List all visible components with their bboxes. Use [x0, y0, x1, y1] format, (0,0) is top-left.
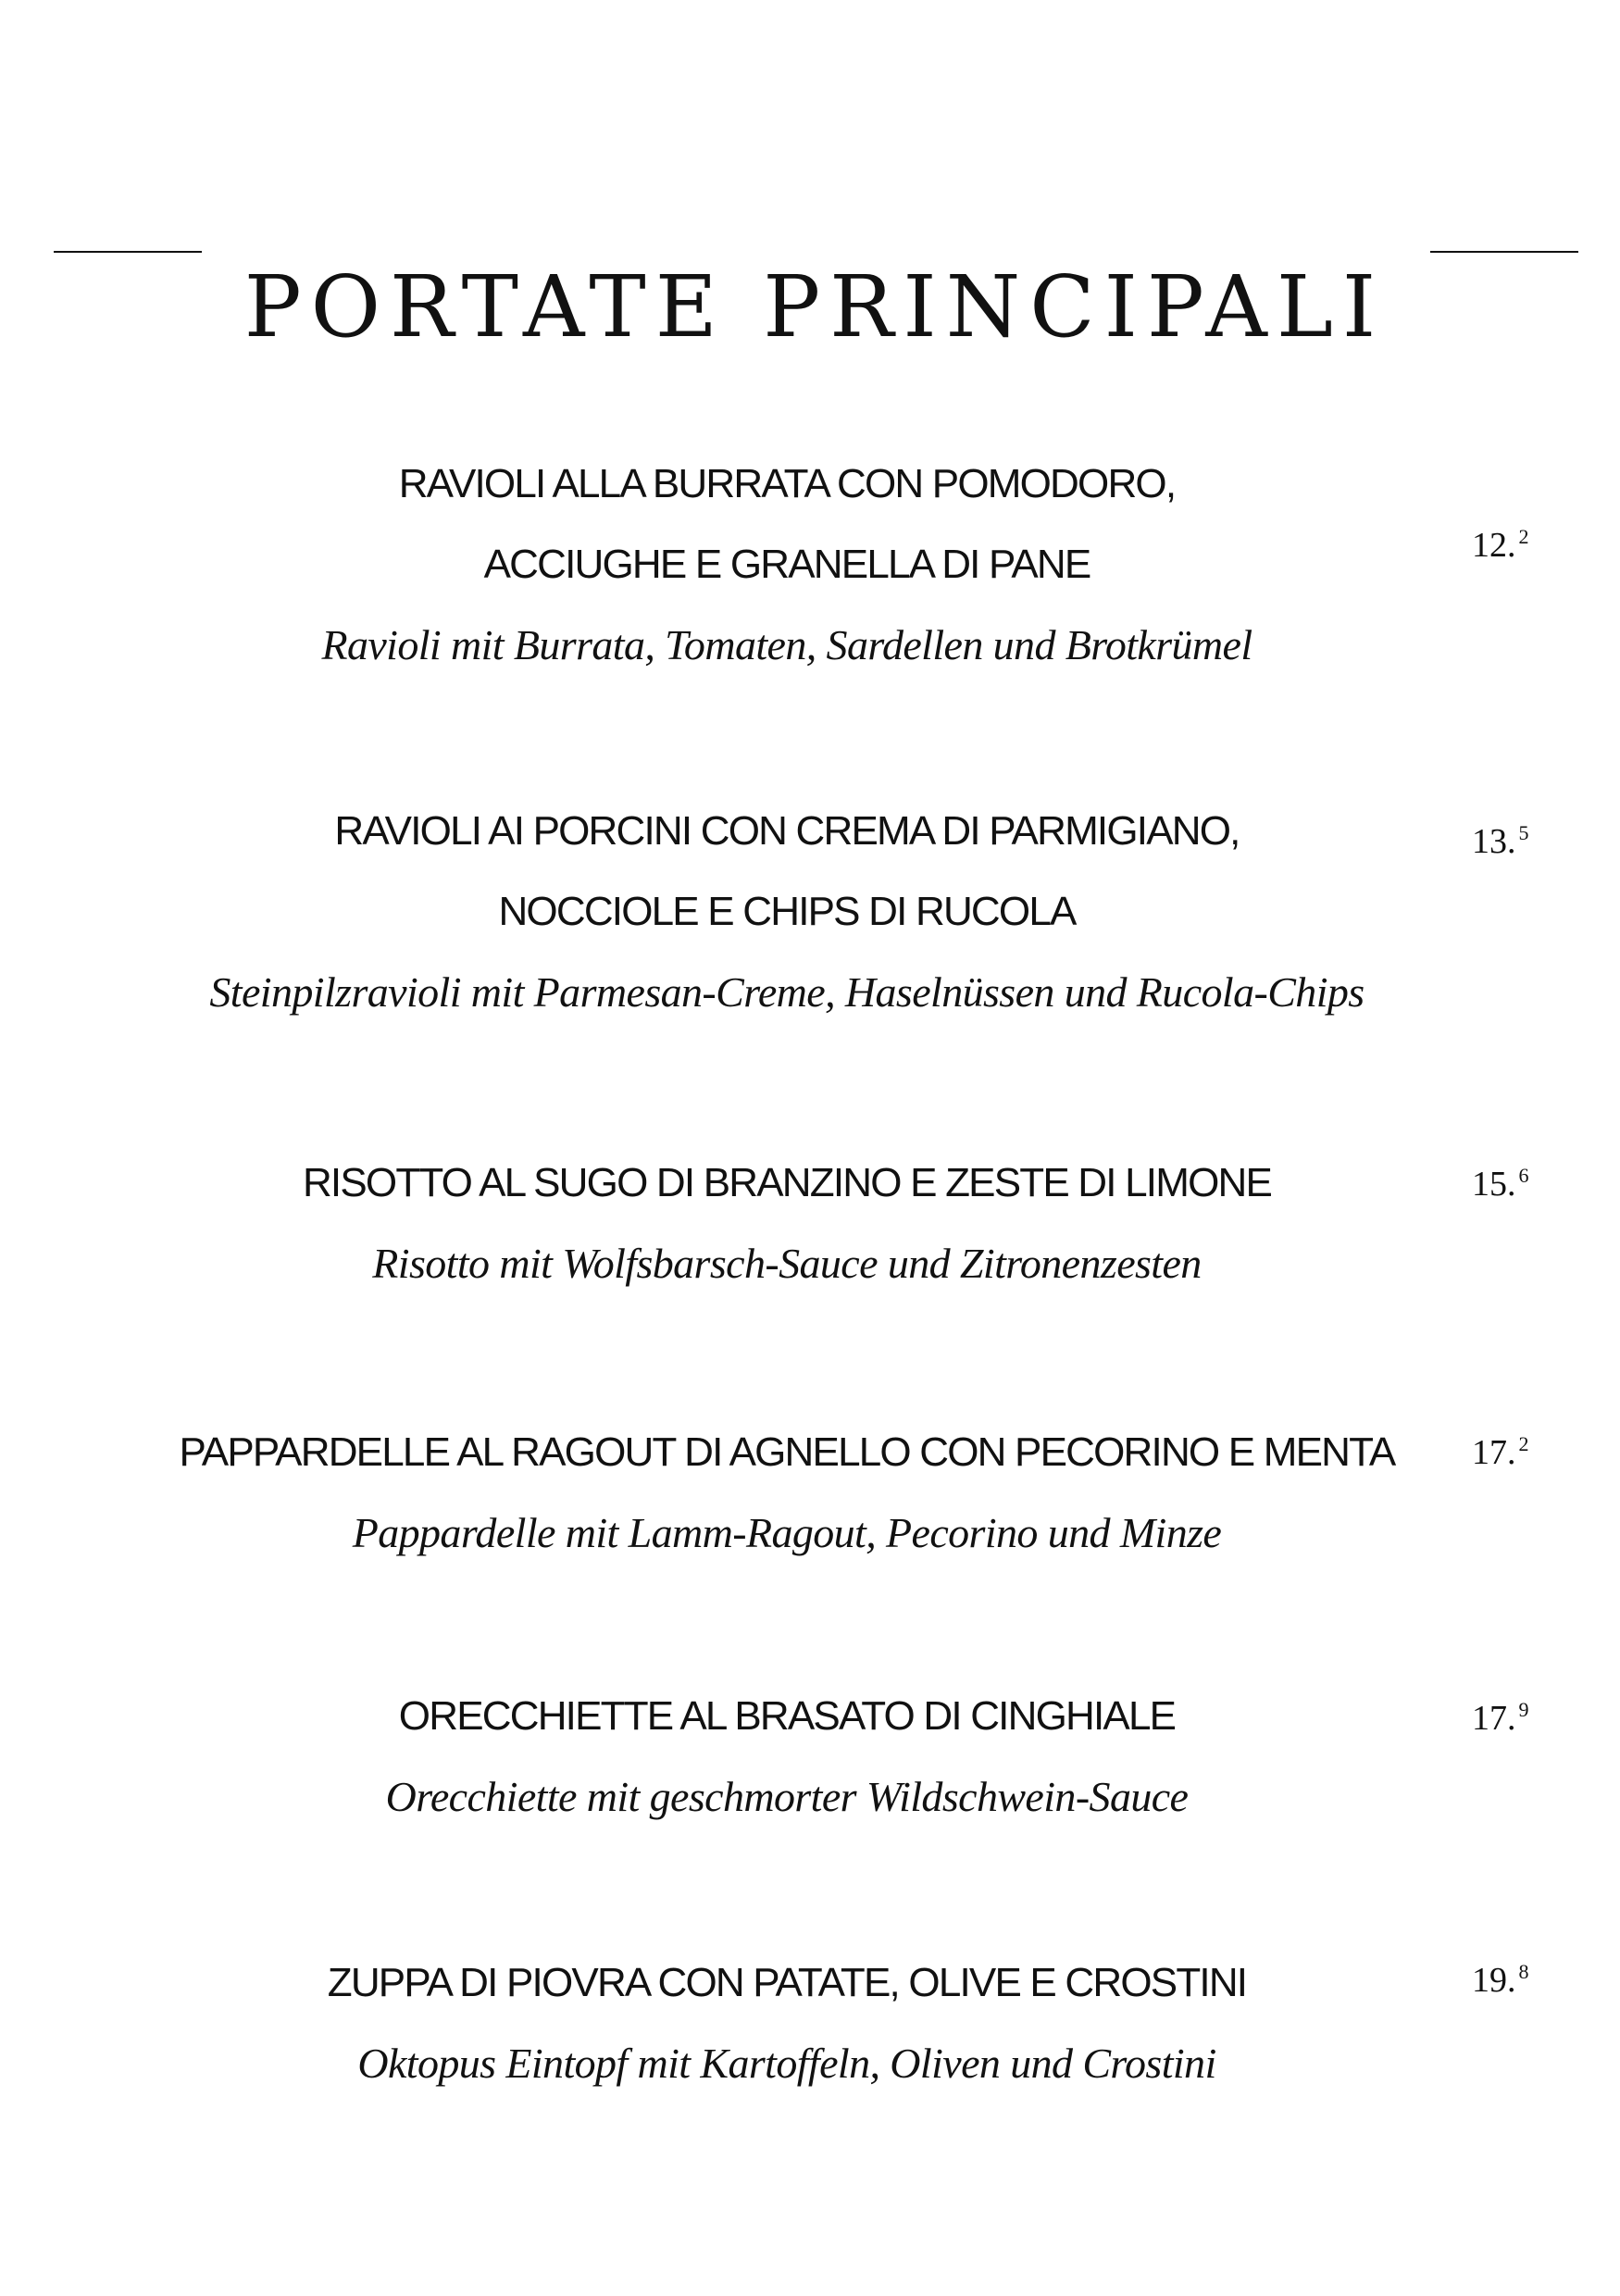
item-name-line-2: NOCCIOLE E CHIPS DI RUCOLA [498, 889, 1076, 934]
price-decimal: 2 [1518, 1432, 1529, 1455]
item-name-line-1: RISOTTO AL SUGO DI BRANZINO E ZESTE DI LIMONE [302, 1160, 1272, 1205]
title-rule-left [54, 251, 202, 253]
item-name-line-1: ORECCHIETTE AL BRASATO DI CINGHIALE [398, 1693, 1176, 1739]
price-main: 15. [1472, 1165, 1516, 1204]
menu-item [111, 1157, 1463, 1296]
price-main: 19. [1472, 1961, 1516, 2000]
menu-item [111, 1691, 1463, 1829]
price-decimal: 2 [1518, 525, 1529, 548]
item-description: Ravioli mit Burrata, Tomaten, Sardellen und Brotkrümel [321, 621, 1252, 668]
item-price [1472, 1162, 1574, 1211]
item-description: Steinpilzravioli mit Parmesan-Creme, Haselnüssen und Rucola-Chips [209, 968, 1365, 1016]
item-price [1472, 1430, 1574, 1479]
item-description: Risotto mit Wolfsbarsch-Sauce und Zitronenzesten [372, 1240, 1202, 1287]
price-main: 12. [1472, 526, 1516, 565]
item-price [1472, 523, 1574, 572]
item-name-line-1: ZUPPA DI PIOVRA CON PATATE, OLIVE E CROSTINI [327, 1960, 1247, 2005]
menu-item [111, 805, 1463, 1028]
item-price [1472, 1958, 1574, 2007]
menu-item [111, 458, 1463, 680]
page-header [0, 190, 1620, 356]
item-name-line-2: ACCIUGHE E GRANELLA DI PANE [483, 542, 1090, 587]
price-decimal: 6 [1518, 1164, 1529, 1187]
item-description: Pappardelle mit Lamm-Ragout, Pecorino und Minze [352, 1509, 1222, 1556]
item-description: Orecchiette mit geschmorter Wildschwein-Sauce [385, 1773, 1189, 1820]
item-name-line-1: RAVIOLI AI PORCINI CON CREMA DI PARMIGIANO, [334, 808, 1240, 854]
price-decimal: 5 [1518, 821, 1529, 844]
item-description: Oktopus Eintopf mit Kartoffeln, Oliven und Crostini [357, 2040, 1216, 2087]
item-name-line-1: RAVIOLI ALLA BURRATA CON POMODORO, [398, 461, 1176, 506]
title-rule-right [1430, 251, 1578, 253]
menu-item [111, 1427, 1463, 1566]
price-main: 17. [1472, 1699, 1516, 1738]
price-decimal: 9 [1518, 1698, 1529, 1721]
item-name-line-1: PAPPARDELLE AL RAGOUT DI AGNELLO CON PECORINO E MENTA [179, 1429, 1395, 1475]
item-price [1472, 819, 1574, 868]
menu-item [111, 1957, 1463, 2096]
page-title: PORTATE PRINCIPALI [243, 256, 1386, 356]
price-main: 17. [1472, 1433, 1516, 1472]
item-price [1472, 1696, 1574, 1745]
price-decimal: 8 [1518, 1960, 1529, 1983]
price-main: 13. [1472, 822, 1516, 861]
